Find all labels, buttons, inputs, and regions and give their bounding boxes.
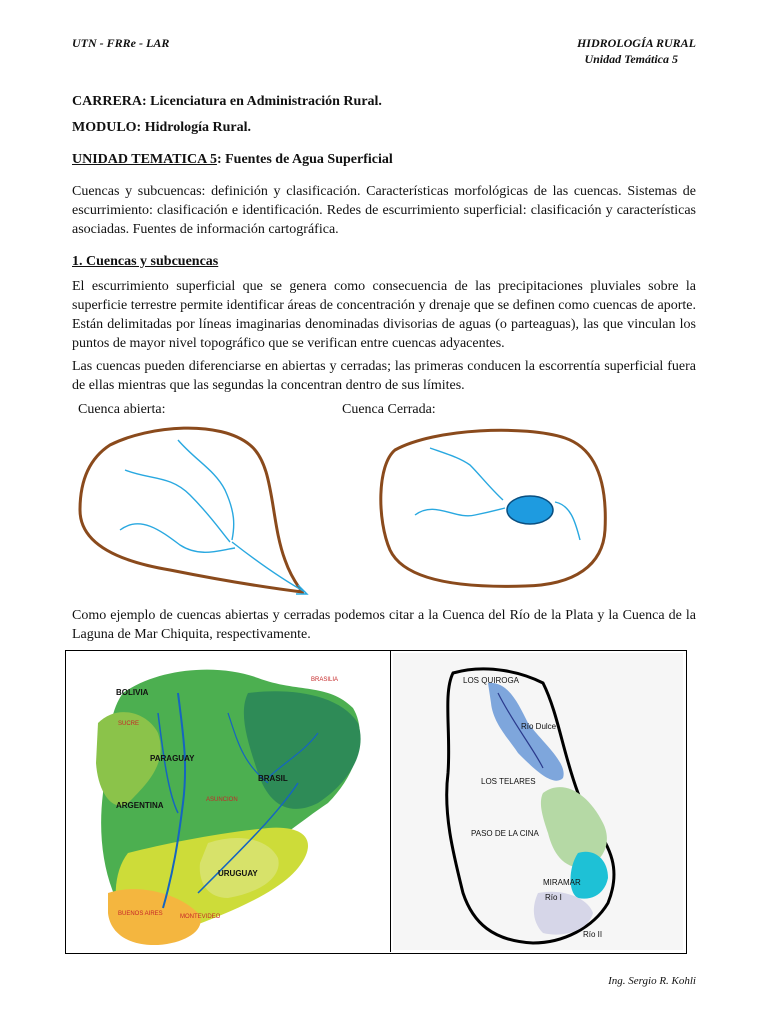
unidad-title: : Fuentes de Agua Superficial <box>216 152 393 167</box>
map-left-label-asuncion: ASUNCION <box>206 797 238 803</box>
map-right-label-los-quiroga: LOS QUIROGA <box>463 676 520 685</box>
section-heading: 1. Cuencas y subcuencas <box>72 254 219 269</box>
footer-author: Ing. Sergio R. Kohli <box>608 975 696 987</box>
header-right-sub: Unidad Temática 5 <box>584 52 678 66</box>
label-cuenca-cerrada: Cuenca Cerrada: <box>342 402 436 417</box>
map-rio-de-la-plata <box>68 653 388 950</box>
label-cuenca-abierta: Cuenca abierta: <box>78 402 166 417</box>
unidad-line <box>72 150 696 169</box>
open-basin-river-3 <box>120 524 235 552</box>
closed-basin-river-2 <box>415 508 505 516</box>
closed-basin-lake <box>507 496 553 524</box>
figure-divider <box>390 650 391 952</box>
map-right-label-rio-i: Río I <box>545 893 562 902</box>
map-right-label-rio-ii: Río II <box>583 930 603 939</box>
paragraph-cuencas-tipos: Las cuencas pueden diferenciarse en abiertas y cerradas; las primeras conducen la escorrentía superficial fuera de ellas mientras que las segundas la concentran dentro de sus límites. <box>72 359 696 393</box>
map-left-label-buenos-aires: BUENOS AIRES <box>118 911 163 917</box>
map-left-label-montevideo: MONTEVIDEO <box>180 914 221 920</box>
map-left-label-brasil: BRASIL <box>258 774 288 783</box>
map-left-label-bolivia: BOLIVIA <box>116 688 149 697</box>
map-left-label-brasilia: BRASILIA <box>311 677 339 683</box>
closed-basin-river-3 <box>555 502 580 540</box>
closed-basin-river-1 <box>430 448 503 500</box>
paragraph-escurrimiento: El escurrimiento superficial que se genera como consecuencia de las precipitaciones pluviales sobre la superficie terrestre permite identificar áreas de concentración y drenaje que se definen como cuencas de aporte. Están delimitadas por líneas imaginarias denominadas divisorias de aguas (o parteaguas), las que vinculan los puntos de mayor nivel topográfico que se verifican entre cuencas adyacentes. <box>72 279 696 351</box>
intro-paragraph: Cuencas y subcuencas: definición y clasificación. Características morfológicas de las cuencas. Sistemas de escurrimiento: clasificación e identificación. Redes de escurrimiento superficial: clasificación y características asociadas. Fuentes de información cartográfica. <box>72 184 696 237</box>
header-left: UTN - FRRe - LAR <box>72 36 170 50</box>
open-basin-diagram <box>70 420 320 600</box>
map-right-label-los-telares: LOS TELARES <box>481 777 536 786</box>
paragraph-ejemplos: Como ejemplo de cuencas abiertas y cerradas podemos citar a la Cuenca del Río de la Plata y la Cuenca de la Laguna de Mar Chiquita, respectivamente. <box>72 608 696 642</box>
map-left-label-paraguay: PARAGUAY <box>150 754 195 763</box>
closed-basin-outline <box>381 430 606 586</box>
map-left-label-uruguay: URUGUAY <box>218 869 258 878</box>
modulo-line: MODULO: Hidrología Rural. <box>72 120 252 135</box>
carrera-line: CARRERA: Licenciatura en Administración Rural. <box>72 94 382 109</box>
map-left-label-argentina: ARGENTINA <box>116 801 164 810</box>
header-right: HIDROLOGÍA RURAL <box>576 36 696 50</box>
map-right-label-miramar: MIRAMAR <box>543 878 581 887</box>
closed-basin-diagram <box>375 420 615 590</box>
open-basin-river-2 <box>178 440 234 540</box>
unidad-label: UNIDAD TEMATICA 5 <box>72 152 217 167</box>
map-left-label-sucre: SUCRE <box>118 721 140 727</box>
map-right-label-paso-de-la-cina: PASO DE LA CINA <box>471 829 539 838</box>
map-right-label-rio-dulce: Río Dulce <box>521 722 557 731</box>
map-mar-chiquita <box>393 653 683 950</box>
open-basin-river-1 <box>125 470 230 542</box>
